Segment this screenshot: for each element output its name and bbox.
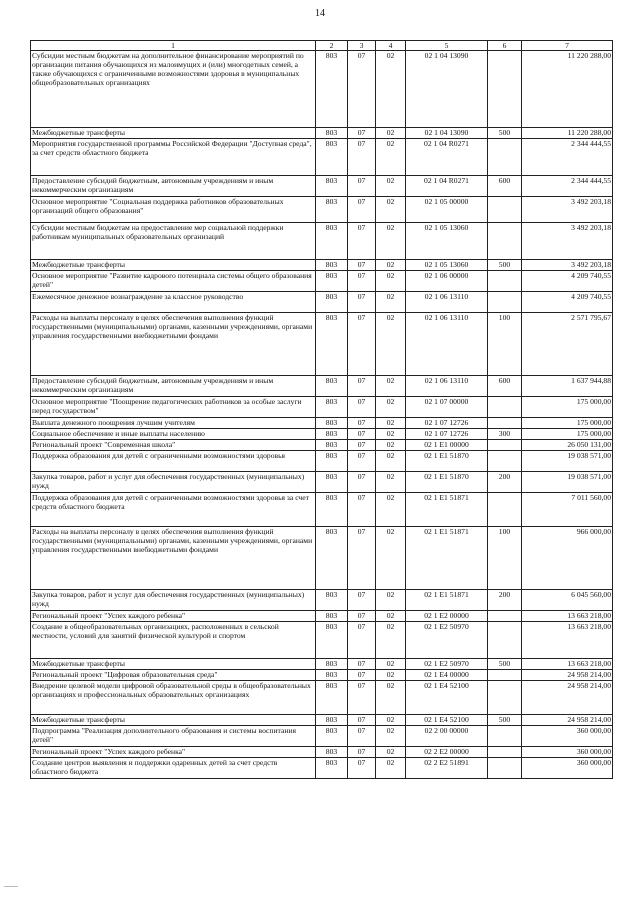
budget-table xyxy=(30,40,613,779)
cell-expense-type xyxy=(488,397,522,418)
cell-ministry-code: 803 xyxy=(316,472,348,493)
cell-subsection: 02 xyxy=(376,271,406,292)
cell-name: Основное мероприятие "Поощрение педагогических работников за особые заслуги перед государством" xyxy=(31,397,316,418)
cell-amount: 13 663 218,00 xyxy=(522,622,613,659)
cell-subsection: 02 xyxy=(376,715,406,726)
table-row xyxy=(31,197,613,223)
table-row xyxy=(31,176,613,197)
cell-subsection: 02 xyxy=(376,670,406,681)
cell-section: 07 xyxy=(348,715,376,726)
cell-subsection: 02 xyxy=(376,758,406,779)
cell-expense-type xyxy=(488,440,522,451)
cell-amount: 3 492 203,18 xyxy=(522,197,613,223)
cell-expense-type: 500 xyxy=(488,128,522,139)
cell-expense-type: 100 xyxy=(488,313,522,376)
cell-target-article: 02 1 05 13060 xyxy=(406,260,488,271)
cell-amount: 4 209 740,55 xyxy=(522,271,613,292)
cell-target-article: 02 1 E4 00000 xyxy=(406,670,488,681)
cell-subsection: 02 xyxy=(376,429,406,440)
cell-ministry-code: 803 xyxy=(316,681,348,715)
cell-target-article: 02 1 05 13060 xyxy=(406,223,488,260)
cell-target-article: 02 1 E1 51871 xyxy=(406,590,488,611)
cell-subsection: 02 xyxy=(376,726,406,747)
cell-section: 07 xyxy=(348,139,376,176)
cell-expense-type xyxy=(488,758,522,779)
cell-ministry-code: 803 xyxy=(316,451,348,472)
cell-amount: 11 220 288,00 xyxy=(522,51,613,128)
cell-expense-type: 300 xyxy=(488,429,522,440)
cell-section: 07 xyxy=(348,670,376,681)
cell-subsection: 02 xyxy=(376,397,406,418)
cell-expense-type xyxy=(488,747,522,758)
cell-name: Основное мероприятие "Социальная поддержка работников образовательных организаций общего образования" xyxy=(31,197,316,223)
table-row xyxy=(31,260,613,271)
cell-name: Создание в общеобразовательных организациях, расположенных в сельской местности, условий для занятий физической культурой и спортом xyxy=(31,622,316,659)
cell-target-article: 02 1 E2 50970 xyxy=(406,622,488,659)
table-row xyxy=(31,292,613,313)
cell-name: Региональный проект "Современная школа" xyxy=(31,440,316,451)
cell-expense-type: 200 xyxy=(488,590,522,611)
cell-amount: 19 038 571,00 xyxy=(522,472,613,493)
cell-section: 07 xyxy=(348,313,376,376)
cell-name: Закупка товаров, работ и услуг для обеспечения государственных (муниципальных) нужд xyxy=(31,472,316,493)
cell-amount: 11 220 288,00 xyxy=(522,128,613,139)
table-row xyxy=(31,622,613,659)
cell-amount: 175 000,00 xyxy=(522,397,613,418)
cell-amount: 13 663 218,00 xyxy=(522,611,613,622)
cell-name: Межбюджетные трансферты xyxy=(31,260,316,271)
cell-amount: 24 958 214,00 xyxy=(522,715,613,726)
cell-subsection: 02 xyxy=(376,493,406,527)
cell-name: Предоставление субсидий бюджетным, автономным учреждениям и иным некоммерческим организациям xyxy=(31,176,316,197)
cell-subsection: 02 xyxy=(376,440,406,451)
header-cell: 6 xyxy=(488,41,522,51)
cell-target-article: 02 1 E2 50970 xyxy=(406,659,488,670)
table-row xyxy=(31,681,613,715)
cell-name: Выплата денежного поощрения лучшим учителям xyxy=(31,418,316,429)
cell-section: 07 xyxy=(348,397,376,418)
table-row xyxy=(31,747,613,758)
cell-section: 07 xyxy=(348,451,376,472)
cell-ministry-code: 803 xyxy=(316,128,348,139)
cell-amount: 6 045 560,00 xyxy=(522,590,613,611)
cell-amount: 360 000,00 xyxy=(522,726,613,747)
cell-amount: 966 000,00 xyxy=(522,527,613,590)
cell-name: Социальное обеспечение и иные выплаты населению xyxy=(31,429,316,440)
cell-section: 07 xyxy=(348,440,376,451)
cell-subsection: 02 xyxy=(376,51,406,128)
cell-ministry-code: 803 xyxy=(316,590,348,611)
cell-ministry-code: 803 xyxy=(316,197,348,223)
cell-amount: 24 958 214,00 xyxy=(522,681,613,715)
table-row xyxy=(31,590,613,611)
cell-subsection: 02 xyxy=(376,139,406,176)
table-row xyxy=(31,715,613,726)
cell-target-article: 02 1 07 12726 xyxy=(406,429,488,440)
cell-name: Расходы на выплаты персоналу в целях обеспечения выполнения функций государственными (муниципальными) органами, казенными учреждениями, органами управления государственными внебюджетными фондами xyxy=(31,527,316,590)
cell-section: 07 xyxy=(348,493,376,527)
cell-target-article: 02 1 E4 52100 xyxy=(406,715,488,726)
cell-target-article: 02 1 06 13110 xyxy=(406,292,488,313)
cell-subsection: 02 xyxy=(376,622,406,659)
cell-subsection: 02 xyxy=(376,611,406,622)
cell-target-article: 02 1 06 00000 xyxy=(406,271,488,292)
cell-amount: 4 209 740,55 xyxy=(522,292,613,313)
cell-subsection: 02 xyxy=(376,223,406,260)
cell-name: Закупка товаров, работ и услуг для обеспечения государственных (муниципальных) нужд xyxy=(31,590,316,611)
cell-ministry-code: 803 xyxy=(316,260,348,271)
table-row xyxy=(31,670,613,681)
cell-ministry-code: 803 xyxy=(316,418,348,429)
header-cell: 7 xyxy=(522,41,613,51)
cell-target-article: 02 1 06 13110 xyxy=(406,313,488,376)
cell-section: 07 xyxy=(348,758,376,779)
cell-subsection: 02 xyxy=(376,472,406,493)
cell-expense-type xyxy=(488,51,522,128)
cell-expense-type xyxy=(488,197,522,223)
cell-name: Поддержка образования для детей с ограниченными возможностями здоровья за счет средств областного бюджета xyxy=(31,493,316,527)
cell-expense-type xyxy=(488,681,522,715)
cell-section: 07 xyxy=(348,429,376,440)
cell-name: Субсидии местным бюджетам на дополнительное финансирование мероприятий по организации питания обучающихся из малоимущих и (или) многодетных семей, а также обучающихся с ограниченными возможностями здоровья в муниципальных общеобразовательных организациях xyxy=(31,51,316,128)
cell-expense-type: 500 xyxy=(488,715,522,726)
cell-ministry-code: 803 xyxy=(316,726,348,747)
cell-subsection: 02 xyxy=(376,292,406,313)
cell-section: 07 xyxy=(348,260,376,271)
cell-ministry-code: 803 xyxy=(316,527,348,590)
cell-target-article: 02 1 E1 00000 xyxy=(406,440,488,451)
cell-name: Межбюджетные трансферты xyxy=(31,128,316,139)
cell-expense-type: 200 xyxy=(488,472,522,493)
cell-name: Региональный проект "Цифровая образовательная среда" xyxy=(31,670,316,681)
cell-section: 07 xyxy=(348,611,376,622)
cell-name: Внедрение целевой модели цифровой образовательной среды в общеобразовательных организациях и профессиональных образовательных организациях xyxy=(31,681,316,715)
cell-ministry-code: 803 xyxy=(316,139,348,176)
scan-artifact xyxy=(4,886,18,887)
cell-section: 07 xyxy=(348,681,376,715)
cell-target-article: 02 1 04 13090 xyxy=(406,51,488,128)
cell-ministry-code: 803 xyxy=(316,292,348,313)
cell-expense-type xyxy=(488,139,522,176)
cell-target-article: 02 1 E4 52100 xyxy=(406,681,488,715)
header-cell: 1 xyxy=(31,41,316,51)
cell-target-article: 02 2 E2 00000 xyxy=(406,747,488,758)
cell-ministry-code: 803 xyxy=(316,622,348,659)
cell-section: 07 xyxy=(348,726,376,747)
cell-amount: 3 492 203,18 xyxy=(522,223,613,260)
cell-section: 07 xyxy=(348,418,376,429)
cell-subsection: 02 xyxy=(376,197,406,223)
cell-name: Создание центров выявления и поддержки одаренных детей за счет средств областного бюджета xyxy=(31,758,316,779)
cell-target-article: 02 1 E1 51871 xyxy=(406,527,488,590)
cell-section: 07 xyxy=(348,747,376,758)
cell-subsection: 02 xyxy=(376,747,406,758)
table-row xyxy=(31,659,613,670)
cell-ministry-code: 803 xyxy=(316,271,348,292)
cell-expense-type: 600 xyxy=(488,376,522,397)
cell-expense-type xyxy=(488,223,522,260)
cell-section: 07 xyxy=(348,376,376,397)
cell-subsection: 02 xyxy=(376,260,406,271)
cell-expense-type: 500 xyxy=(488,659,522,670)
cell-name: Предоставление субсидий бюджетным, автономным учреждениям и иным некоммерческим организациям xyxy=(31,376,316,397)
table-row xyxy=(31,397,613,418)
cell-subsection: 02 xyxy=(376,659,406,670)
cell-expense-type xyxy=(488,670,522,681)
table-row xyxy=(31,726,613,747)
cell-name: Расходы на выплаты персоналу в целях обеспечения выполнения функций государственными (муниципальными) органами, казенными учреждениями, органами управления государственными внебюджетными фондами xyxy=(31,313,316,376)
cell-name: Основное мероприятие "Развитие кадрового потенциала системы общего образования детей" xyxy=(31,271,316,292)
cell-amount: 360 000,00 xyxy=(522,747,613,758)
cell-expense-type xyxy=(488,611,522,622)
cell-subsection: 02 xyxy=(376,176,406,197)
cell-amount: 7 011 560,00 xyxy=(522,493,613,527)
table-row xyxy=(31,418,613,429)
cell-expense-type xyxy=(488,271,522,292)
cell-expense-type xyxy=(488,726,522,747)
cell-amount: 26 050 131,00 xyxy=(522,440,613,451)
cell-ministry-code: 803 xyxy=(316,313,348,376)
cell-expense-type xyxy=(488,451,522,472)
cell-ministry-code: 803 xyxy=(316,659,348,670)
cell-ministry-code: 803 xyxy=(316,493,348,527)
cell-subsection: 02 xyxy=(376,418,406,429)
cell-name: Мероприятия государственной программы Российской Федерации "Доступная среда", за счет средств областного бюджета xyxy=(31,139,316,176)
cell-target-article: 02 1 E1 51871 xyxy=(406,493,488,527)
cell-subsection: 02 xyxy=(376,681,406,715)
cell-subsection: 02 xyxy=(376,451,406,472)
header-cell: 2 xyxy=(316,41,348,51)
table-row xyxy=(31,139,613,176)
table-row xyxy=(31,223,613,260)
cell-amount: 2 344 444,55 xyxy=(522,139,613,176)
cell-amount: 3 492 203,18 xyxy=(522,260,613,271)
cell-subsection: 02 xyxy=(376,376,406,397)
table-row xyxy=(31,758,613,779)
cell-name: Региональный проект "Успех каждого ребенка" xyxy=(31,747,316,758)
cell-target-article: 02 1 E1 51870 xyxy=(406,451,488,472)
cell-name: Межбюджетные трансферты xyxy=(31,715,316,726)
table-row xyxy=(31,313,613,376)
table-row xyxy=(31,429,613,440)
page-number: 14 xyxy=(315,8,325,19)
cell-ministry-code: 803 xyxy=(316,715,348,726)
cell-ministry-code: 803 xyxy=(316,376,348,397)
header-cell: 3 xyxy=(348,41,376,51)
cell-section: 07 xyxy=(348,590,376,611)
cell-section: 07 xyxy=(348,197,376,223)
cell-target-article: 02 2 00 00000 xyxy=(406,726,488,747)
cell-section: 07 xyxy=(348,128,376,139)
cell-amount: 2 344 444,55 xyxy=(522,176,613,197)
cell-ministry-code: 803 xyxy=(316,611,348,622)
cell-expense-type xyxy=(488,292,522,313)
cell-name: Ежемесячное денежное вознаграждение за классное руководство xyxy=(31,292,316,313)
cell-target-article: 02 1 04 R0271 xyxy=(406,176,488,197)
cell-ministry-code: 803 xyxy=(316,51,348,128)
cell-target-article: 02 1 07 00000 xyxy=(406,397,488,418)
table-row xyxy=(31,51,613,128)
cell-section: 07 xyxy=(348,223,376,260)
cell-target-article: 02 1 04 R0271 xyxy=(406,139,488,176)
cell-amount: 1 637 944,88 xyxy=(522,376,613,397)
cell-ministry-code: 803 xyxy=(316,397,348,418)
table-header-row xyxy=(31,41,613,51)
cell-section: 07 xyxy=(348,271,376,292)
table-row xyxy=(31,451,613,472)
cell-subsection: 02 xyxy=(376,128,406,139)
cell-ministry-code: 803 xyxy=(316,670,348,681)
cell-subsection: 02 xyxy=(376,527,406,590)
cell-name: Региональный проект "Успех каждого ребенка" xyxy=(31,611,316,622)
cell-amount: 13 663 218,00 xyxy=(522,659,613,670)
table-row xyxy=(31,493,613,527)
cell-expense-type xyxy=(488,418,522,429)
cell-target-article: 02 1 06 13110 xyxy=(406,376,488,397)
cell-ministry-code: 803 xyxy=(316,747,348,758)
cell-target-article: 02 1 07 12726 xyxy=(406,418,488,429)
table-row xyxy=(31,128,613,139)
cell-amount: 24 958 214,00 xyxy=(522,670,613,681)
table-row xyxy=(31,376,613,397)
cell-ministry-code: 803 xyxy=(316,758,348,779)
cell-name: Подпрограмма "Реализация дополнительного образования и системы воспитания детей" xyxy=(31,726,316,747)
cell-target-article: 02 2 E2 51891 xyxy=(406,758,488,779)
cell-section: 07 xyxy=(348,292,376,313)
cell-expense-type: 100 xyxy=(488,527,522,590)
table-row xyxy=(31,611,613,622)
cell-expense-type: 600 xyxy=(488,176,522,197)
cell-amount: 175 000,00 xyxy=(522,429,613,440)
table-row xyxy=(31,472,613,493)
cell-name: Субсидии местным бюджетам на предоставление мер социальной поддержки работникам муниципальных образовательных организаций xyxy=(31,223,316,260)
cell-subsection: 02 xyxy=(376,313,406,376)
cell-section: 07 xyxy=(348,659,376,670)
cell-amount: 175 000,00 xyxy=(522,418,613,429)
cell-ministry-code: 803 xyxy=(316,223,348,260)
cell-name: Поддержка образования для детей с ограниченными возможностями здоровья xyxy=(31,451,316,472)
cell-section: 07 xyxy=(348,176,376,197)
cell-subsection: 02 xyxy=(376,590,406,611)
cell-amount: 19 038 571,00 xyxy=(522,451,613,472)
cell-target-article: 02 1 E2 00000 xyxy=(406,611,488,622)
cell-target-article: 02 1 04 13090 xyxy=(406,128,488,139)
cell-expense-type xyxy=(488,622,522,659)
cell-ministry-code: 803 xyxy=(316,440,348,451)
cell-section: 07 xyxy=(348,472,376,493)
cell-ministry-code: 803 xyxy=(316,176,348,197)
cell-expense-type xyxy=(488,493,522,527)
cell-amount: 2 571 795,67 xyxy=(522,313,613,376)
cell-ministry-code: 803 xyxy=(316,429,348,440)
table-row xyxy=(31,527,613,590)
cell-section: 07 xyxy=(348,527,376,590)
cell-section: 07 xyxy=(348,622,376,659)
cell-target-article: 02 1 05 00000 xyxy=(406,197,488,223)
table-row xyxy=(31,271,613,292)
cell-name: Межбюджетные трансферты xyxy=(31,659,316,670)
cell-amount: 360 000,00 xyxy=(522,758,613,779)
cell-target-article: 02 1 E1 51870 xyxy=(406,472,488,493)
table-row xyxy=(31,440,613,451)
cell-section: 07 xyxy=(348,51,376,128)
cell-expense-type: 500 xyxy=(488,260,522,271)
header-cell: 5 xyxy=(406,41,488,51)
header-cell: 4 xyxy=(376,41,406,51)
